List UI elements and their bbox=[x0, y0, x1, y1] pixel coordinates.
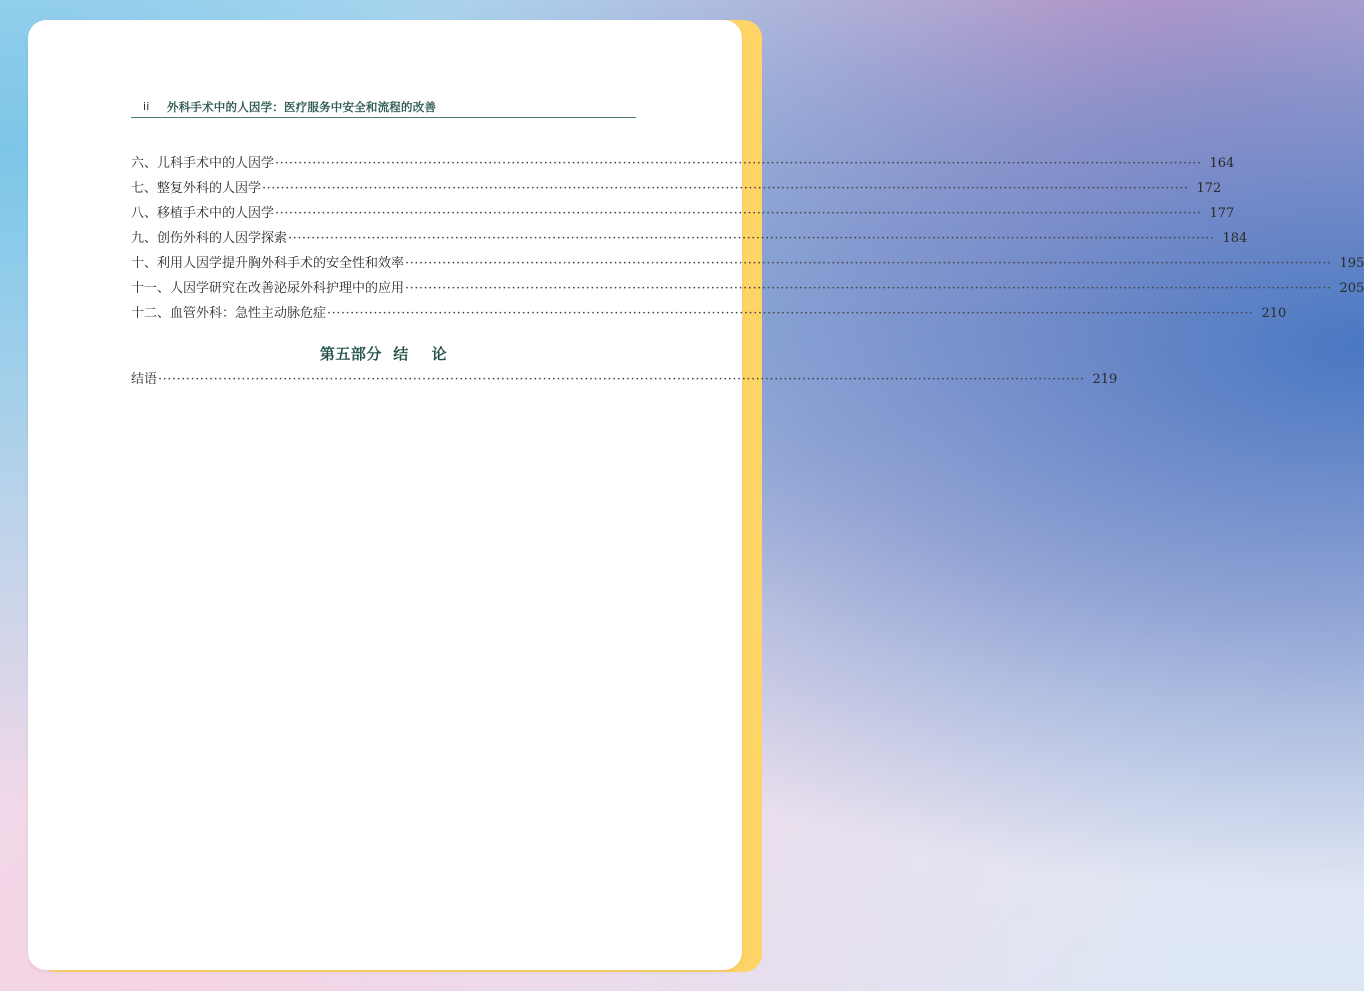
toc-leader-dots: ········································································································································································································ bbox=[405, 281, 1332, 296]
toc-entry[interactable] bbox=[131, 367, 1118, 392]
running-header bbox=[131, 98, 636, 118]
toc-entry-label: 十一、人因学研究在改善泌尿外科护理中的应用 bbox=[131, 281, 405, 296]
toc-entry-label: 八、移植手术中的人因学 bbox=[131, 206, 275, 221]
toc-entry[interactable] bbox=[131, 201, 1235, 226]
toc-entry[interactable] bbox=[131, 251, 1364, 276]
toc-entry-page: 164 bbox=[1209, 156, 1235, 171]
toc-leader-dots: ········································································································································································································ bbox=[327, 306, 1254, 321]
toc-entry[interactable] bbox=[131, 226, 1248, 251]
toc-leader-dots: ········································································································································································································ bbox=[158, 372, 1085, 387]
toc-entry-label: 九、创伤外科的人因学探索 bbox=[131, 231, 288, 246]
toc-leader-dots: ········································································································································································································ bbox=[275, 156, 1202, 171]
toc-entry[interactable] bbox=[131, 276, 1364, 301]
book-title: 外科手术中的人因学：医疗服务中安全和流程的改善 bbox=[167, 100, 437, 114]
toc-leader-dots: ········································································································································································································ bbox=[288, 231, 1215, 246]
toc-leader-dots: ········································································································································································································ bbox=[262, 181, 1189, 196]
toc-list-part5 bbox=[131, 367, 1118, 392]
toc-entry-label: 七、整复外科的人因学 bbox=[131, 181, 262, 196]
toc-leader-dots: ········································································································································································································ bbox=[405, 256, 1332, 271]
part-heading: 第五部分 结 论 bbox=[319, 345, 448, 363]
toc-entry-page: 205 bbox=[1339, 281, 1364, 296]
toc-leader-dots: ········································································································································································································ bbox=[275, 206, 1202, 221]
toc-list bbox=[131, 151, 1364, 326]
toc-entry[interactable] bbox=[131, 151, 1235, 176]
toc-entry-label: 结语 bbox=[131, 372, 158, 387]
toc-entry-label: 六、儿科手术中的人因学 bbox=[131, 156, 275, 171]
toc-entry-page: 177 bbox=[1209, 206, 1235, 221]
toc-entry-page: 184 bbox=[1222, 231, 1248, 246]
toc-entry-page: 172 bbox=[1196, 181, 1222, 196]
toc-entry[interactable] bbox=[131, 176, 1222, 201]
page-folio: ii bbox=[143, 100, 150, 113]
toc-entry[interactable] bbox=[131, 301, 1287, 326]
toc-entry-page: 219 bbox=[1092, 372, 1118, 387]
toc-entry-label: 十二、血管外科：急性主动脉危症 bbox=[131, 306, 327, 321]
toc-entry-page: 210 bbox=[1261, 306, 1287, 321]
toc-entry-label: 十、利用人因学提升胸外科手术的安全性和效率 bbox=[131, 256, 405, 271]
toc-entry-page: 195 bbox=[1339, 256, 1364, 271]
document-page bbox=[131, 98, 1364, 392]
